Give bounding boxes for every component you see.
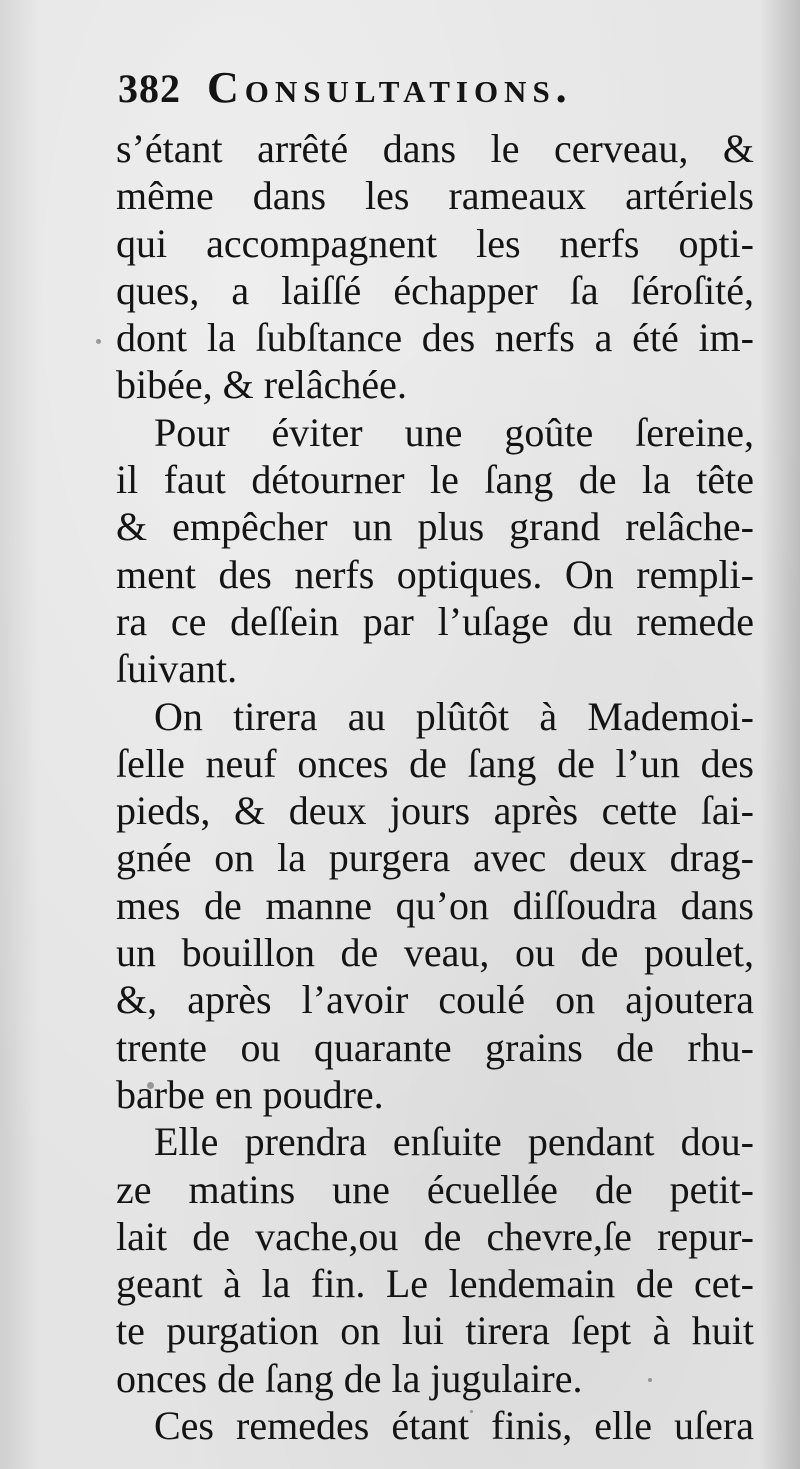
- text-line: un bouillon de veau, ou de poulet,: [116, 930, 754, 976]
- text-line: ſelle neuf onces de ſang de l’un des: [116, 740, 754, 786]
- text-line: trente ou quarante grains de rhu-: [116, 1024, 754, 1070]
- text-line: ra ce deſſein par l’uſage du remede: [116, 598, 754, 644]
- text-line: pieds, & deux jours après cette ſai-: [116, 788, 754, 834]
- text-line: Pour éviter une goûte ſereine,: [154, 409, 754, 455]
- text-line: ſuivant.: [116, 646, 238, 692]
- text-line: qui accompagnent les nerfs opti-: [116, 220, 754, 266]
- page-number: 382: [118, 66, 181, 111]
- text-line: bibée, & relâchée.: [116, 362, 407, 408]
- body-text: [116, 125, 754, 1449]
- text-line: onces de ſang de la jugulaire.: [116, 1355, 583, 1401]
- text-line: On tirera au plûtôt à Mademoi-: [154, 693, 754, 739]
- text-line: & empêcher un plus grand relâche-: [116, 504, 754, 550]
- text-line: Elle prendra enſuite pendant dou-: [154, 1119, 754, 1165]
- text-line: gnée on la purgera avec deux drag-: [116, 835, 754, 881]
- running-head: Consultations.: [207, 63, 573, 112]
- text-line: barbe en poudre.: [116, 1071, 384, 1117]
- text-line: te purgation on lui tirera ſept à huit: [116, 1308, 754, 1354]
- text-line: dont la ſubſtance des nerfs a été im-: [116, 315, 754, 361]
- page-header: [118, 62, 678, 126]
- text-line: geant à la fin. Le lendemain de cet-: [116, 1261, 754, 1307]
- text-line: ques, a laiſſé échapper ſa ſéroſité,: [116, 267, 754, 313]
- text-line: Ces remedes étant finis, elle uſera: [154, 1403, 754, 1449]
- text-line: lait de vache,ou de chevre,ſe repur-: [116, 1213, 754, 1259]
- text-line: ment des nerfs optiques. On rempli-: [116, 551, 754, 597]
- text-line: il faut détourner le ſang de la tête: [116, 457, 754, 503]
- text-line: ze matins une écuellée de petit-: [116, 1166, 754, 1212]
- text-line: mes de manne qu’on diſſoudra dans: [116, 882, 754, 928]
- text-line: même dans les rameaux artériels: [116, 173, 754, 219]
- paper-speck: [96, 339, 101, 344]
- text-line: &, après l’avoir coulé on ajoutera: [116, 977, 754, 1023]
- text-line: s’étant arrêté dans le cerveau, &: [116, 126, 754, 171]
